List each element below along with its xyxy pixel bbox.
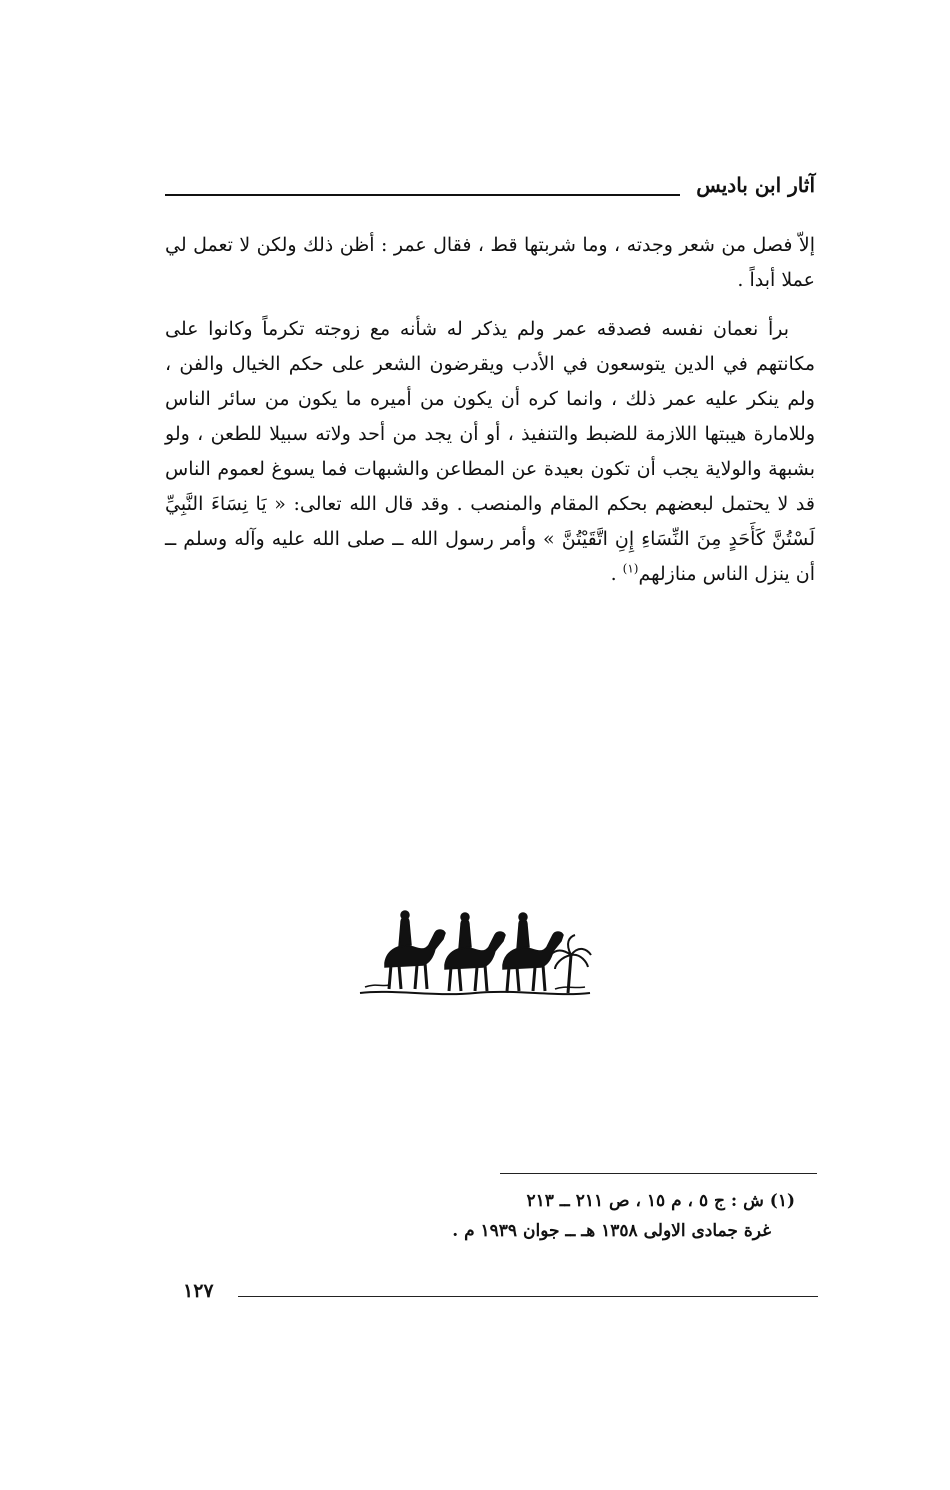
paragraph-1: إلاّ فصل من شعر وجدته ، وما شربتها قط ، فقال عمر : أظن ذلك ولكن لا تعمل لي عملا أبداً . xyxy=(165,234,815,291)
page-number: ١٢٧ xyxy=(183,1280,214,1302)
footnote-marker[interactable]: (١) xyxy=(622,561,639,576)
footnote-1-line-2: غرة جمادى الاولى ١٣٥٨ هـ ــ جوان ١٩٣٩ م . xyxy=(452,1221,771,1241)
running-title: آثار ابن باديس xyxy=(696,173,815,197)
paragraph-2-text: برأ نعمان نفسه فصدقه عمر ولم يذكر له شأنه مع زوجته تكرماً وكانوا على مكانتهم في الدين يتوسعون في الأدب ويقرضون الشعر على حكم الخيال والفن ، ولم ينكر عليه عمر ذلك ، وانما كره أن يكون من أميره ما يكون من سائر الناس وللامارة هيبتها اللازمة للضبط والتنفيذ ، أو أن يجد من أحد ولاته سبيلا للطعن ، ولو بشبهة والولاية يجب أن تكون بعيدة عن المطاعن والشبهات فما يسوغ لعموم الناس قد لا يحتمل لبعضهم بحكم المقام والمنصب . وقد قال الله تعالى: « يَا نِسَاءَ النَّبِيِّ لَسْتُنَّ كَأَحَدٍ مِنَ النِّسَاءِ إِنِ اتَّقَيْتُنَّ » وأمر رسول الله ــ صلى الله عليه وآله وسلم ــ أن ينزل الناس منازلهم xyxy=(165,318,815,585)
footnote-1-line-1: (١) ش : ج ٥ ، م ١٥ ، ص ٢١١ ــ ٢١٣ xyxy=(526,1191,795,1211)
body-text xyxy=(165,228,815,592)
paragraph-2 xyxy=(165,312,815,592)
running-header xyxy=(165,172,815,202)
footnote-rule xyxy=(500,1173,817,1174)
footnotes xyxy=(300,1186,795,1246)
header-rule xyxy=(165,194,680,196)
camel-caravan-icon xyxy=(355,905,595,1000)
paragraph-2-end: . xyxy=(610,563,623,585)
folio-rule xyxy=(238,1296,818,1297)
